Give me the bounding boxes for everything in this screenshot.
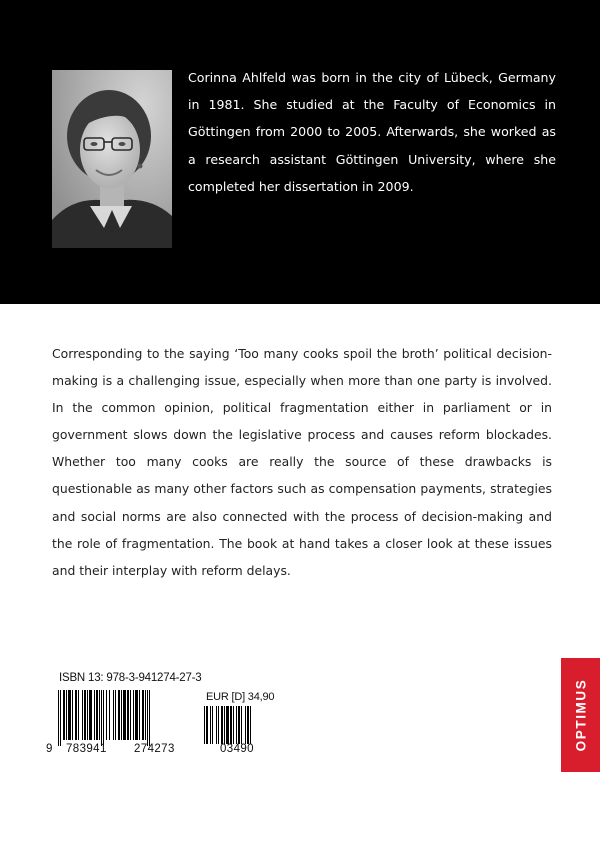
barcode-bar bbox=[241, 706, 242, 744]
barcode-bar bbox=[238, 706, 240, 744]
barcode-bar bbox=[224, 706, 225, 744]
barcode-bar bbox=[113, 690, 114, 740]
author-band bbox=[0, 0, 600, 304]
barcode-bar bbox=[72, 690, 73, 740]
barcode-bar bbox=[82, 690, 83, 740]
barcode-bar bbox=[84, 690, 86, 740]
barcode-bar bbox=[139, 690, 140, 740]
barcode-bar bbox=[60, 690, 61, 746]
barcode-bar bbox=[247, 706, 249, 744]
barcode-digits-right: 274273 bbox=[134, 743, 175, 755]
barcode-bar bbox=[245, 706, 246, 744]
barcode-bar bbox=[149, 690, 150, 746]
back-cover-blurb: Corresponding to the saying ‘Too many cooks spoil the broth’ political decision-making is a challenging issue, especially when more than one party is involved. In the common opinion, political fragmentation either in parliament or in government slows down the legislative process and causes reform blockades. Whether too many cooks are really the source of these drawbacks is questionable as many other factors such as compensation payments, strategies and social norms are also connected with the process of decision-making and the role of fragmentation. The book at hand takes a closer look at these issues and their interplay with reform delays. bbox=[52, 346, 552, 578]
barcode-bar bbox=[221, 706, 223, 744]
barcode-bar bbox=[133, 690, 134, 740]
barcode-bar bbox=[250, 706, 251, 744]
barcode-bar bbox=[121, 690, 122, 740]
barcode-bar bbox=[96, 690, 98, 740]
barcode-bar bbox=[106, 690, 107, 740]
barcode-bar bbox=[135, 690, 138, 740]
barcode-bar bbox=[226, 706, 229, 744]
barcode-bar bbox=[66, 690, 67, 740]
isbn-label: ISBN 13: 978-3-941274-27-3 bbox=[59, 672, 202, 684]
publisher-name: OPTIMUS bbox=[573, 678, 588, 752]
addon-digits: 03490 bbox=[220, 743, 254, 755]
barcode-bar bbox=[103, 690, 104, 746]
barcode-bar bbox=[210, 706, 211, 744]
barcode-bar bbox=[216, 706, 217, 744]
barcode-bar bbox=[233, 706, 234, 744]
barcode-bar bbox=[142, 690, 144, 740]
barcode-bar bbox=[147, 690, 148, 746]
barcode-bar bbox=[101, 690, 102, 746]
barcode-bar bbox=[218, 706, 219, 744]
barcode-bar bbox=[109, 690, 110, 740]
price-label: EUR [D] 34,90 bbox=[206, 691, 275, 703]
barcode-bar bbox=[123, 690, 126, 740]
isbn-barcode bbox=[58, 690, 194, 748]
barcode-bar bbox=[206, 706, 208, 744]
barcode-bar bbox=[204, 706, 205, 744]
barcode-digits-left: 783941 bbox=[66, 743, 107, 755]
barcode-bar bbox=[99, 690, 100, 740]
barcode-bar bbox=[58, 690, 59, 746]
barcode-bar bbox=[87, 690, 88, 740]
barcode-bar bbox=[130, 690, 131, 740]
barcode-bar bbox=[75, 690, 77, 740]
barcode-bar bbox=[236, 706, 237, 744]
author-photo bbox=[52, 70, 172, 248]
barcode-bar bbox=[212, 706, 213, 744]
barcode-bar bbox=[127, 690, 129, 740]
barcode-bar bbox=[94, 690, 95, 740]
barcode-bar bbox=[89, 690, 92, 740]
barcode-bar bbox=[145, 690, 146, 740]
barcode-bar bbox=[68, 690, 71, 740]
barcode-bar bbox=[63, 690, 65, 740]
price-addon-barcode bbox=[204, 706, 268, 748]
barcode-bar bbox=[115, 690, 116, 740]
publisher-tab bbox=[561, 658, 600, 772]
barcode-bar bbox=[118, 690, 120, 740]
barcode-bar bbox=[78, 690, 79, 740]
barcode-digit-first: 9 bbox=[46, 743, 53, 755]
author-bio: Corinna Ahlfeld was born in the city of Lübeck, Germany in 1981. She studied at the Faculty of Economics in Göttingen from 2000 to 2005. Afterwards, she worked as a research assistant Göttingen University, where she completed her dissertation in 2009. bbox=[188, 70, 556, 194]
barcode-bar bbox=[230, 706, 232, 744]
